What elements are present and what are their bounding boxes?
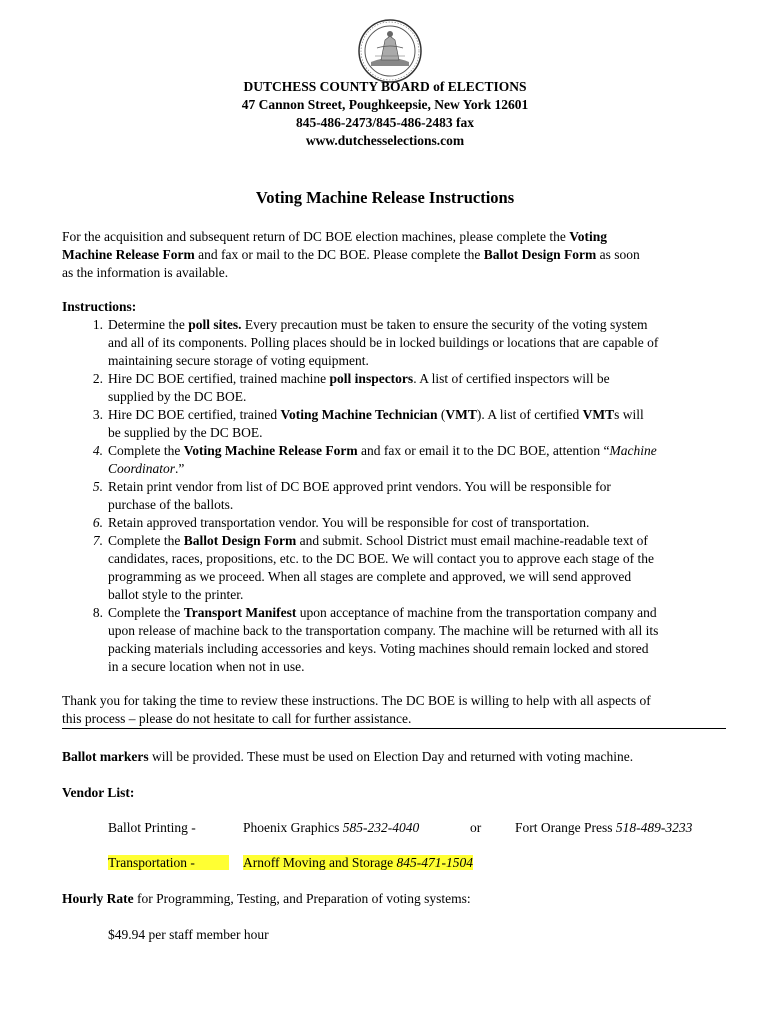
item-text: purchase of the ballots.	[108, 497, 234, 512]
item-bold: Voting Machine Technician	[280, 407, 438, 422]
item-text: ballot style to the printer.	[108, 587, 244, 602]
list-item	[108, 532, 726, 604]
header-phone-fax: 845-486-2473/845-486-2483 fax	[295, 115, 475, 130]
item-number: 7.	[92, 533, 103, 548]
item-text: .”	[175, 461, 185, 476]
item-text: (	[437, 407, 446, 422]
list-item	[108, 406, 726, 442]
intro-paragraph	[62, 228, 722, 282]
vendor-phone: 585-232-4040	[342, 820, 420, 835]
item-bold: VMT	[445, 407, 477, 422]
item-number: 5.	[92, 479, 103, 494]
section-divider	[62, 728, 726, 729]
rate-value: $49.94 per staff member hour	[108, 927, 269, 942]
instructions-heading	[62, 298, 136, 316]
transport-vendor	[243, 854, 473, 872]
vendor-phone: 518-489-3233	[615, 820, 693, 835]
item-text: Complete the	[108, 443, 184, 458]
item-bold: Ballot Design Form	[183, 533, 297, 548]
list-item	[108, 442, 726, 478]
document-title: Voting Machine Release Instructions	[255, 188, 515, 207]
list-item	[108, 478, 726, 514]
intro-text: as soon	[596, 247, 640, 262]
list-item	[108, 514, 726, 532]
item-bold: Transport Manifest	[183, 605, 297, 620]
item-number: 3.	[92, 407, 103, 422]
item-text: programming as we proceed. When all stages are complete and approved, we will send approved	[108, 569, 632, 584]
item-text: Retain approved transportation vendor. You will be responsible for cost of transportation.	[108, 515, 590, 530]
list-item	[108, 370, 726, 406]
item-bold: Voting Machine Release Form	[183, 443, 358, 458]
instructions-label: Instructions:	[62, 299, 137, 314]
hourly-rate-text: for Programming, Testing, and Preparation of voting systems:	[133, 891, 471, 906]
item-text: and submit. School District must email machine-readable text of	[296, 533, 648, 548]
ballot-markers-text: will be provided. These must be used on Election Day and returned with voting machine.	[148, 749, 634, 764]
county-seal-icon	[357, 18, 423, 84]
item-text: Complete the	[108, 605, 184, 620]
item-text: Hire DC BOE certified, trained machine	[108, 371, 330, 386]
printing-label: Ballot Printing -	[108, 820, 196, 835]
item-italic: Machine	[609, 443, 657, 458]
or-separator: or	[470, 820, 482, 835]
item-text: be supplied by the DC BOE.	[108, 425, 263, 440]
item-number: 6.	[92, 515, 103, 530]
item-text: ). A list of certified	[476, 407, 583, 422]
item-text: s will	[614, 407, 644, 422]
header-address: 47 Cannon Street, Poughkeepsie, New York 12601	[241, 97, 529, 112]
item-text: Retain print vendor from list of DC BOE approved print vendors. You will be responsible for	[108, 479, 611, 494]
intro-bold: Voting	[569, 229, 608, 244]
item-italic: Coordinator	[108, 461, 176, 476]
item-text: packing materials including accessories and keys. Voting machines should remain locked and stored	[108, 641, 649, 656]
intro-text: as the information is available.	[62, 265, 229, 280]
header-org-name: DUTCHESS COUNTY BOARD of ELECTIONS	[243, 79, 527, 94]
item-text: maintaining secure storage of voting equipment.	[108, 353, 369, 368]
item-text: Every precaution must be taken to ensure the security of the voting system	[241, 317, 648, 332]
item-number: 2.	[92, 371, 103, 386]
ballot-markers-bold: Ballot markers	[62, 749, 149, 764]
vendor-name: Phoenix Graphics	[243, 820, 343, 835]
vendor-name: Arnoff Moving and Storage	[243, 855, 397, 870]
item-text: supplied by the DC BOE.	[108, 389, 247, 404]
item-bold: VMT	[582, 407, 615, 422]
list-item	[108, 316, 726, 370]
transport-vendor-highlight	[243, 855, 473, 870]
printing-vendor-2	[515, 819, 692, 837]
item-text: . A list of certified inspectors will be	[413, 371, 610, 386]
vendor-list-label: Vendor List:	[62, 785, 135, 800]
hourly-rate-line	[62, 890, 471, 908]
thanks-text: this process – please do not hesitate to call for further assistance.	[62, 711, 412, 726]
list-item	[108, 604, 726, 676]
item-text: upon release of machine back to the transportation company. The machine will be returned with all its	[108, 623, 659, 638]
vendor-name: Fort Orange Press	[515, 820, 616, 835]
item-bold: poll sites.	[188, 317, 242, 332]
item-number: 8.	[92, 605, 103, 620]
intro-text: For the acquisition and subsequent return of DC BOE election machines, please complete the	[62, 229, 570, 244]
hourly-rate-bold: Hourly Rate	[62, 891, 134, 906]
item-bold: poll inspectors	[329, 371, 414, 386]
header-website: www.dutchesselections.com	[305, 133, 465, 148]
item-text: in a secure location when not in use.	[108, 659, 305, 674]
item-number: 4.	[92, 443, 103, 458]
thanks-paragraph	[62, 692, 722, 728]
item-text: candidates, races, propositions, etc. to the DC BOE. We will contact you to approve each stage of the	[108, 551, 655, 566]
item-text: Complete the	[108, 533, 184, 548]
transport-label-text: Transportation -	[108, 855, 229, 870]
item-text: Determine the	[108, 317, 189, 332]
ballot-markers-note	[62, 748, 633, 766]
item-text: and all of its components. Polling places should be in locked buildings or locations that are capable of	[108, 335, 659, 350]
item-number: 1.	[92, 317, 103, 332]
intro-bold: Machine Release Form	[62, 247, 195, 262]
transport-label	[108, 854, 229, 872]
vendor-list-heading	[62, 784, 134, 802]
intro-text: and fax or mail to the DC BOE. Please complete the	[194, 247, 484, 262]
intro-bold: Ballot Design Form	[483, 247, 597, 262]
printing-vendor-1	[243, 819, 419, 837]
vendor-phone: 845-471-1504	[396, 855, 473, 870]
thanks-text: Thank you for taking the time to review these instructions. The DC BOE is willing to help with all aspects of	[62, 693, 651, 708]
item-text: Hire DC BOE certified, trained	[108, 407, 281, 422]
item-text: and fax or email it to the DC BOE, attention “	[357, 443, 610, 458]
item-text: upon acceptance of machine from the transportation company and	[296, 605, 657, 620]
